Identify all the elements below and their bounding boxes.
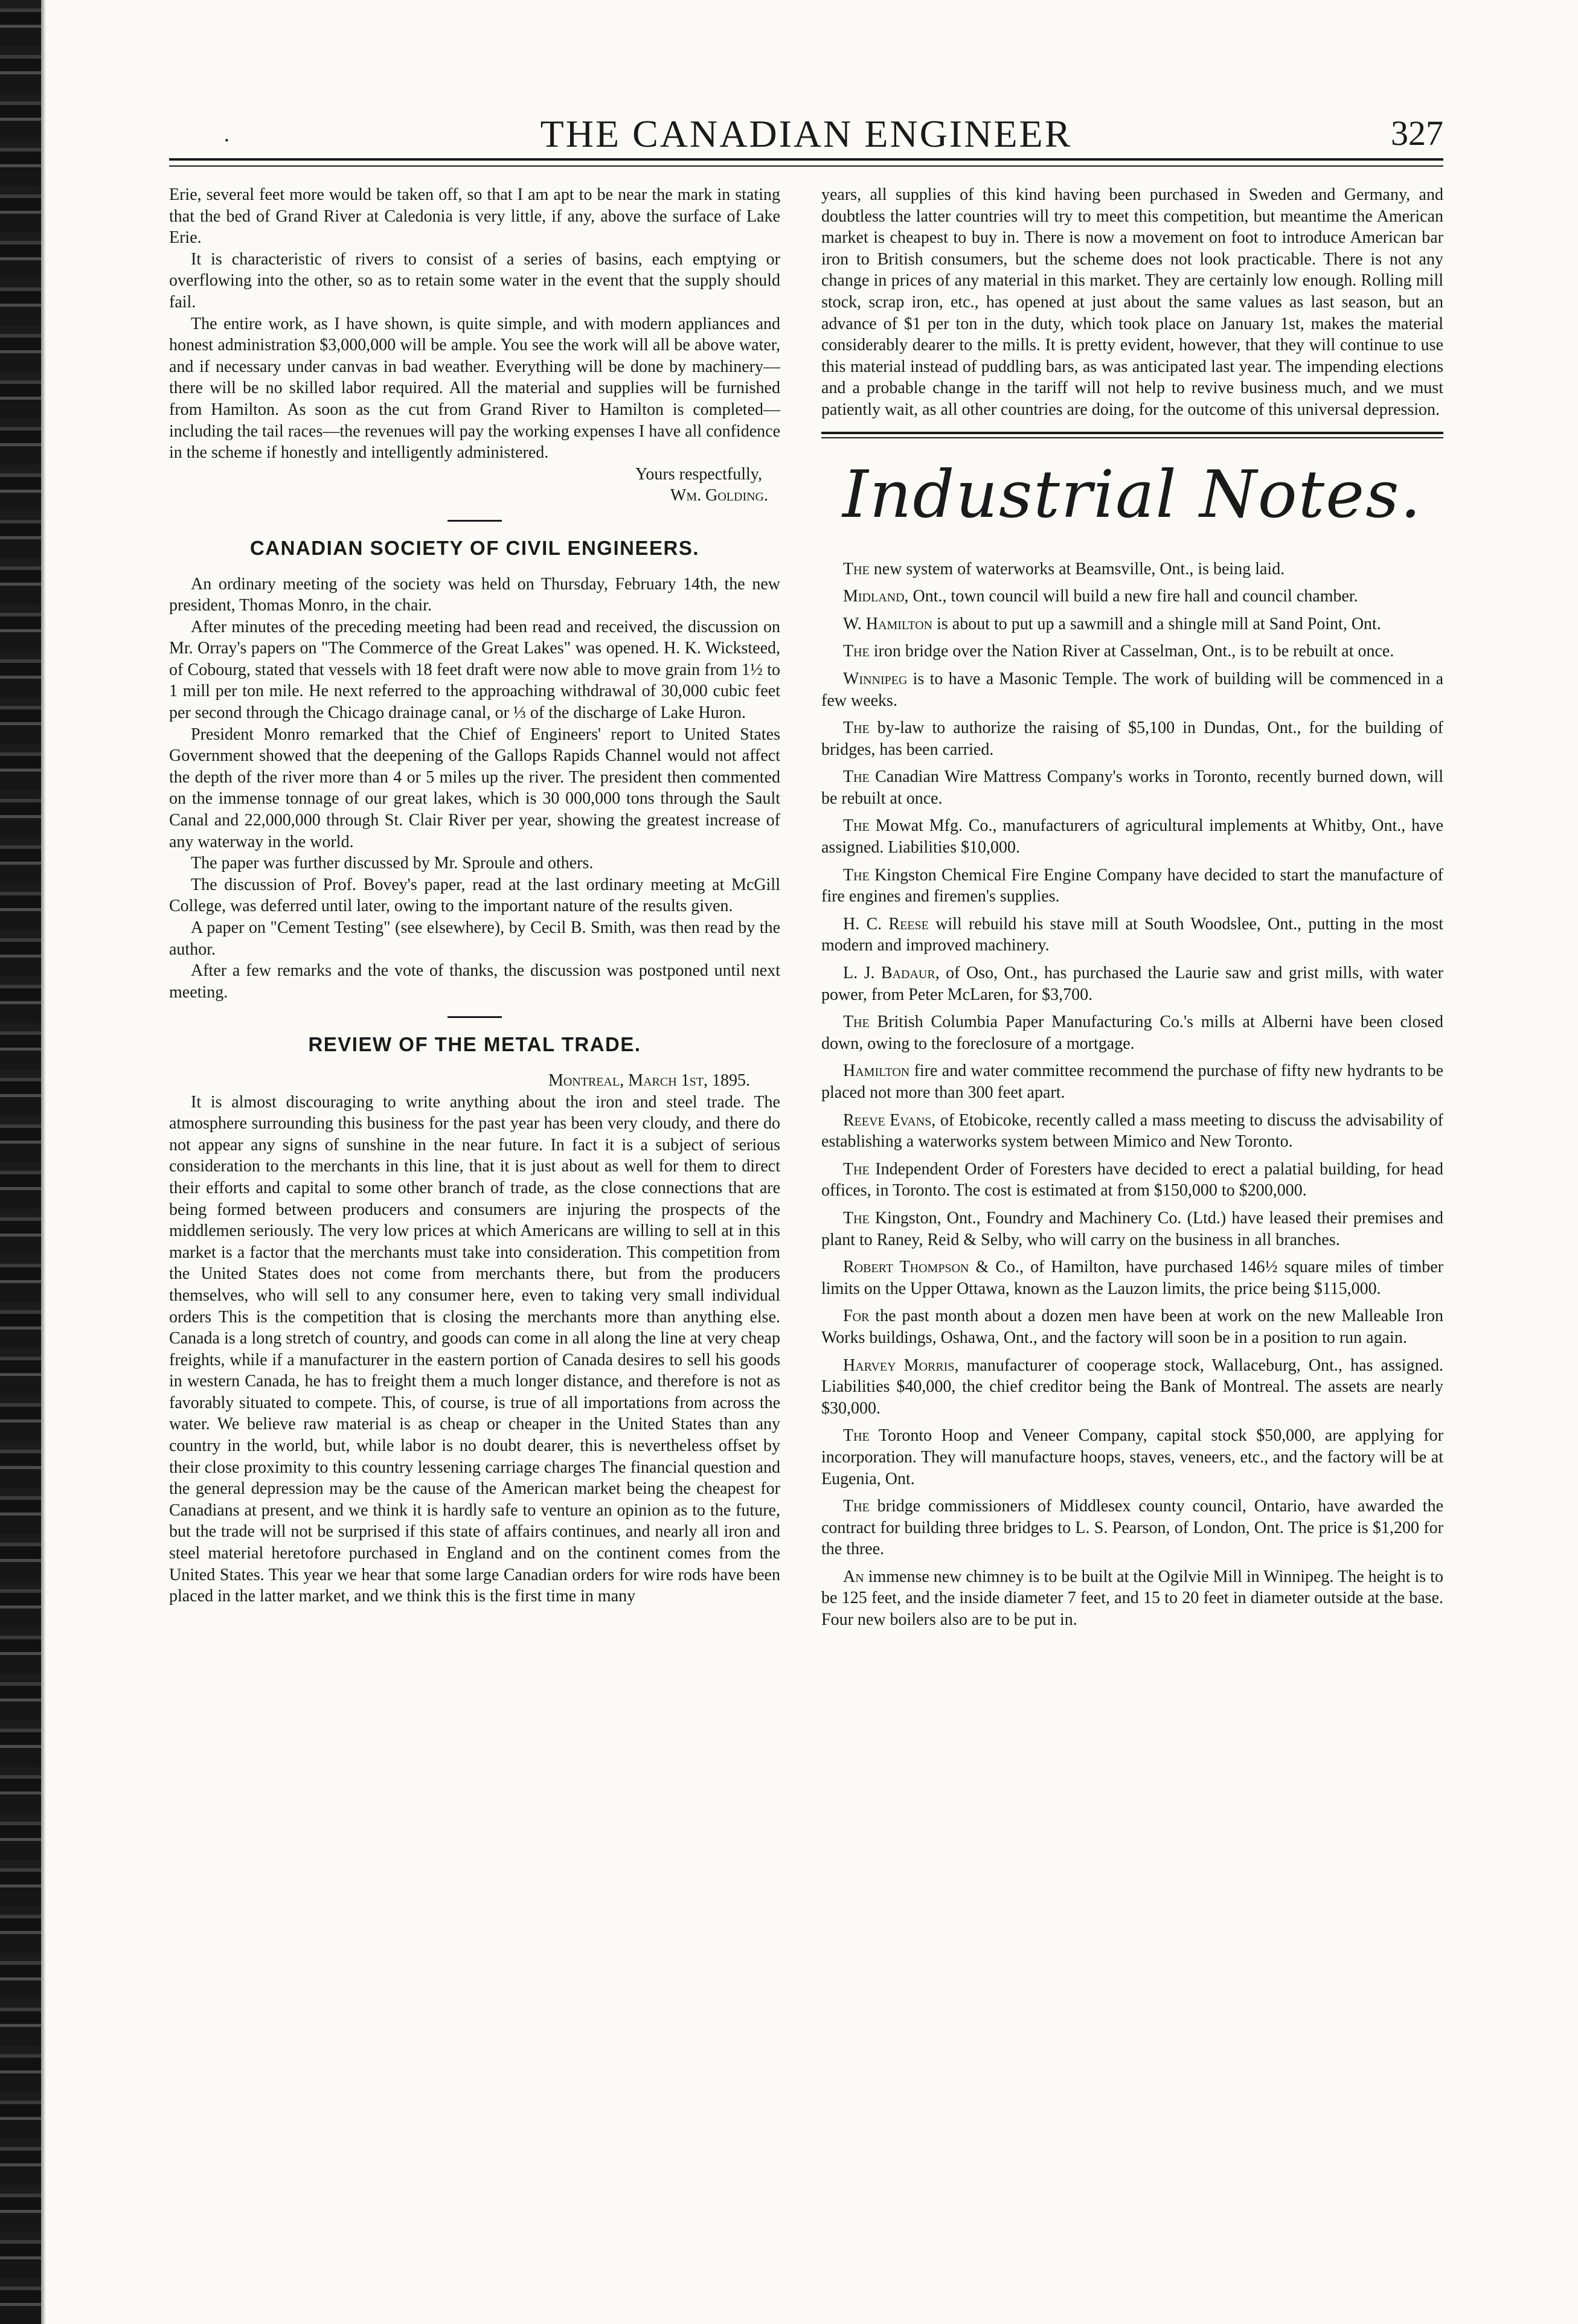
letter-closing: Yours respectfully,: [635, 464, 762, 484]
industrial-notes-title: Industrial Notes.: [842, 456, 1422, 533]
note-item: [821, 559, 1443, 580]
note-lead: Reeve Evans,: [843, 1110, 936, 1130]
note-text: the past month about a dozen men have been at work on the new Malleable Iron Works buildings, Oshawa, Ont., and the factory will soon be in a position to run again.: [821, 1307, 1443, 1347]
note-item: [821, 962, 1443, 1005]
note-lead: H. C. Reese: [843, 914, 929, 933]
note-text: of Etobicoke, recently called a mass meeting to discuss the advisability of establishing a waterworks system between Mimico and New Toronto.: [821, 1110, 1443, 1151]
note-lead: The: [843, 1208, 870, 1228]
note-text: & Co., of Hamilton, have purchased 146½ square miles of timber limits on the Upper Ottawa, known as the Lauzon limits, the price being $115,000.: [821, 1258, 1443, 1298]
note-text: fire and water committee recommend the purchase of fifty new hydrants to be placed not more than 300 feet apart.: [821, 1061, 1443, 1102]
society-paragraph: The discussion of Prof. Bovey's paper, read at the last ordinary meeting at McGill College, was deferred until later, owing to the important nature of the results given.: [169, 875, 780, 916]
left-column: [169, 184, 780, 1607]
metal-trade-dateline: Montreal, March 1st, 1895.: [548, 1071, 750, 1090]
header-dot: ·: [223, 129, 230, 153]
note-lead: An: [843, 1567, 864, 1586]
letter-signature: Wm. Golding.: [670, 486, 768, 505]
journal-title: THE CANADIAN ENGINEER: [540, 112, 1073, 155]
note-lead: The: [843, 559, 870, 578]
note-lead: L. J. Badaur,: [843, 964, 940, 983]
metal-trade-paragraph: It is almost discouraging to write anything about the iron and steel trade. The atmosphere surrounding this business for the past year has been very cloudy, and there do not appear any signs of sunshine in the near future. In fact it is a subject of serious consideration to the merchants in this line, that it is just about as well for them to direct their efforts and capital to some other branch of trade, as the close connections that are being formed between producers and consumers are injuring the prospects of the middlemen seriously. The very low prices at which Americans are willing to sell at in this market is a factor that the merchants must take into consideration. This competition from the United States does not come from merchants there, but from the producers themselves, who will sell to any consumer here, even to taking very small individual orders This is the competition that is closing the merchants more than anything else. Canada is a long stretch of country, and goods can come in all along the line at very cheap freights, while if a manufacturer in the eastern portion of Canada desires to sell his goods in western Canada, he has to freight them a much longer distance, and therefore is not as favorably situated to compete. This, of course, is true of all importations from across the water. We believe raw material is as cheap or cheaper in the United States than any country in the world, but, while labor is no doubt dearer, this is nevertheless offset by their close proximity to this country lessening carriage charges The financial question and the general depression may be the cause of the American market being the cheapest for Canadians at present, and we think it is hardly safe to venture an opinion as to the future, but the trade will not be surprised if this state of affairs continues, and nearly all iron and steel material heretofore purchased in England and on the continent comes from the United States. This year we hear that some large Canadian orders for wire rods have been placed in the latter market, and we think this is the first time in many: [169, 1092, 780, 1606]
note-lead: The: [843, 767, 870, 787]
note-item: [821, 815, 1443, 858]
note-text: of Oso, Ont., has purchased the Laurie saw and grist mills, with water power, from Peter McLaren, for $3,700.: [821, 964, 1443, 1004]
letter-paragraph: It is characteristic of rivers to consist of a series of basins, each emptying or overflowing into the other, so as to retain some water in the event that the supply should fail.: [169, 249, 780, 312]
note-lead: The: [843, 642, 870, 661]
note-item: [821, 1355, 1443, 1420]
note-text: is to have a Masonic Temple. The work of building will be commenced in a few weeks.: [821, 669, 1443, 710]
letter-paragraph: Erie, several feet more would be taken off, so that I am apt to be near the mark in stating that the bed of Grand River at Caledonia is very little, if any, above the surface of Lake Erie.: [169, 185, 780, 248]
note-lead: The: [843, 1159, 870, 1179]
society-title: CANADIAN SOCIETY OF CIVIL ENGINEERS.: [249, 536, 700, 559]
note-item: [821, 1060, 1443, 1103]
note-text: Ont., town council will build a new fire hall and council chamber.: [908, 587, 1358, 606]
note-text: bridge commissioners of Middlesex county council, Ontario, have awarded the contract for building three bridges to L. S. Pearson, of London, Ont. The price is $1,200 for the three.: [821, 1497, 1443, 1559]
note-text: British Columbia Paper Manufacturing Co.'s mills at Alberni have been closed down, owing to the foreclosure of a mortgage.: [821, 1013, 1443, 1053]
note-text: Kingston, Ont., Foundry and Machinery Co. (Ltd.) have leased their premises and plant to Raney, Reid & Selby, who will carry on the business in all branches.: [821, 1208, 1443, 1249]
note-item: [821, 1496, 1443, 1560]
section-divider: [447, 520, 502, 522]
note-text: new system of waterworks at Beamsville, Ont., is being laid.: [869, 559, 1285, 578]
note-text: Mowat Mfg. Co., manufacturers of agricultural implements at Whitby, Ont., have assigned. Liabilities $10,000.: [821, 816, 1443, 857]
note-lead: For: [843, 1307, 870, 1326]
note-lead: The: [843, 1426, 870, 1445]
note-text: immense new chimney is to be built at the Ogilvie Mill in Winnipeg. The height is to be 125 feet, and the inside diameter 7 feet, and 15 to 20 feet in diameter outside at the base. Four new boilers also are to be put in.: [821, 1567, 1443, 1630]
note-text: Toronto Hoop and Veneer Company, capital stock $50,000, are applying for incorporation. They will manufacture hoops, staves, veneers, etc., and the factory will be at Eugenia, Ont.: [821, 1426, 1443, 1488]
section-divider: [447, 1016, 502, 1018]
note-item: [821, 641, 1443, 662]
note-item: [821, 1011, 1443, 1054]
society-section: [169, 537, 780, 1003]
letter-paragraph: The entire work, as I have shown, is quite simple, and with modern appliances and honest administration $3,000,000 will be ample. You see the work will all be above water, and if necessary under canvas in bad weather. Everything will be done by machinery—there will be no skilled labor required. All the material and supplies will be furnished from Hamilton. As soon as the cut from Grand River to Hamilton is completed—including the tail races—the revenues will pay the working expenses I have all confidence in the scheme if honestly and intelligently administered.: [169, 314, 780, 463]
society-paragraph: President Monro remarked that the Chief of Engineers' report to United States Government showed that the deepening of the Gallops Rapids Channel would not affect the depth of the river more than 4 or 5 miles up the river. The president then commented on the immense tonnage of our great lakes, which is 30 000,000 tons through the Sault Canal and 22,000,000 through St. Clair River per year, showing the greatest increase of any waterway in the world.: [169, 725, 780, 851]
note-lead: The: [843, 1013, 870, 1032]
note-lead: The: [843, 1497, 870, 1516]
society-paragraph: After minutes of the preceding meeting had been read and received, the discussion on Mr. Orray's papers on "The Commerce of the Great Lakes" was opened. H. K. Wicksteed, of Cobourg, stated that vessels with 18 feet draft were now able to move grain from 1½ to 1 mill per ton mile. He next referred to the approaching withdrawal of 30,000 cubic feet per second through the Chicago drainage canal, or ⅓ of the discharge of Lake Huron.: [169, 617, 780, 723]
note-item: [821, 668, 1443, 711]
industrial-notes-list: [821, 559, 1443, 1631]
note-lead: Midland,: [843, 587, 909, 606]
note-item: [821, 1566, 1443, 1631]
note-item: [821, 1208, 1443, 1250]
note-lead: W. Hamilton: [843, 614, 933, 633]
note-item: [821, 1256, 1443, 1299]
note-item: [821, 717, 1443, 760]
note-item: [821, 1110, 1443, 1153]
metal-trade-continuation: years, all supplies of this kind having been purchased in Sweden and Germany, and doubtless the latter countries will try to meet this competition, but meantime the American market is cheapest to buy in. There is now a movement on foot to introduce American bar iron to British consumers, but the scheme does not look practicable. There is not any change in prices of any material in this market. They are certainly low enough. Rolling mill stock, scrap iron, etc., has opened at just about the same values as last season, but an advance of $1 per ton in the duty, which took place on January 1st, makes the material considerably dearer to the mills. It is pretty evident, however, that they will continue to use this material instead of puddling bars, as was anticipated last year. The impending elections and a probable change in the tariff will not help to revive business much, and we must patiently wait, as all other countries are doing, for the outcome of this universal depression.: [821, 185, 1443, 419]
note-lead: The: [843, 719, 870, 738]
society-paragraph: The paper was further discussed by Mr. Sproule and others.: [191, 854, 594, 873]
notes-rule: [821, 432, 1443, 440]
society-paragraph: A paper on "Cement Testing" (see elsewhere), by Cecil B. Smith, was then read by the author.: [169, 918, 780, 959]
society-paragraph: After a few remarks and the vote of thanks, the discussion was postponed until next meeting.: [169, 961, 780, 1002]
metal-trade-title: REVIEW OF THE METAL TRADE.: [308, 1033, 641, 1056]
note-item: [821, 766, 1443, 809]
note-item: [821, 1425, 1443, 1490]
note-text: Kingston Chemical Fire Engine Company have decided to start the manufacture of fire engines and firemen's supplies.: [821, 865, 1443, 906]
page-number: 327: [1391, 114, 1443, 153]
note-text: iron bridge over the Nation River at Casselman, Ont., is to be rebuilt at once.: [869, 642, 1394, 661]
note-item: [821, 1159, 1443, 1202]
note-text: by-law to authorize the raising of $5,100 in Dundas, Ont., for the building of bridges, has been carried.: [821, 719, 1443, 759]
note-lead: Harvey Morris,: [843, 1356, 959, 1375]
metal-trade-section: [169, 1034, 780, 1607]
note-lead: The: [843, 865, 870, 885]
note-item: [821, 586, 1443, 607]
note-text: will rebuild his stave mill at South Woodslee, Ont., putting in the most modern and improved machinery.: [821, 914, 1443, 955]
note-text: manufacturer of cooperage stock, Wallaceburg, Ont., has assigned. Liabilities $40,000, the chief creditor being the Bank of Montreal. The assets are nearly $30,000.: [821, 1356, 1444, 1418]
note-item: [821, 613, 1443, 635]
note-lead: Robert Thompson: [843, 1258, 969, 1277]
note-item: [821, 1305, 1443, 1348]
note-lead: The: [843, 816, 870, 836]
right-column: [821, 184, 1443, 1637]
note-lead: Hamilton: [843, 1061, 910, 1081]
letter-section: [169, 184, 780, 507]
note-text: is about to put up a sawmill and a shingle mill at Sand Point, Ont.: [932, 614, 1381, 633]
society-paragraph: An ordinary meeting of the society was held on Thursday, February 14th, the new president, Thomas Monro, in the chair.: [169, 574, 780, 615]
header-rule: [169, 158, 1443, 161]
note-item: [821, 865, 1443, 908]
note-text: Canadian Wire Mattress Company's works in Toronto, recently burned down, will be rebuilt at once.: [821, 767, 1443, 808]
note-text: Independent Order of Foresters have decided to erect a palatial building, for head offices, in Toronto. The cost is estimated at from $150,000 to $200,000.: [821, 1159, 1443, 1200]
note-item: [821, 914, 1443, 956]
note-lead: Winnipeg: [843, 669, 908, 688]
binding-spine: [0, 0, 41, 2324]
